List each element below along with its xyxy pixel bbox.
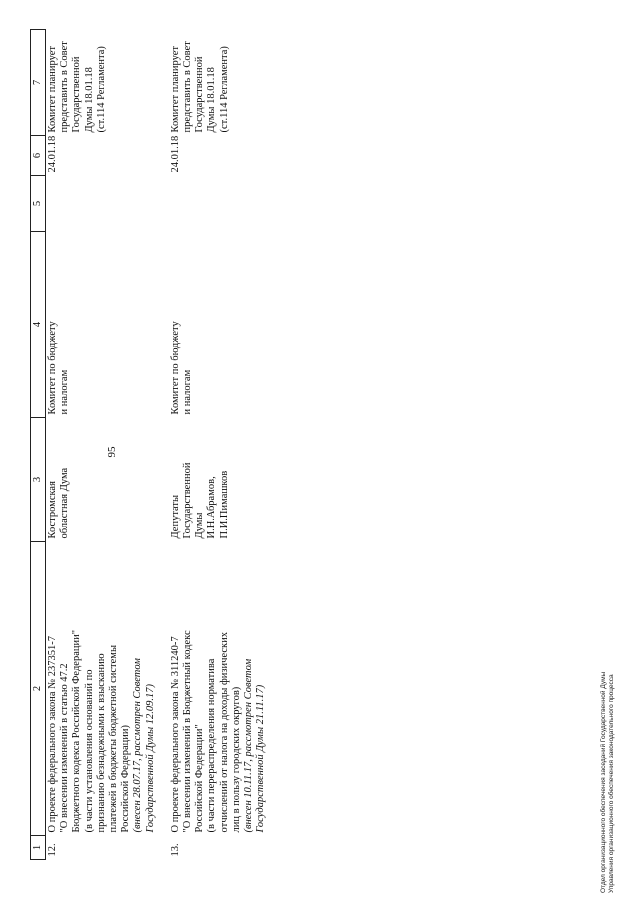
column-header: 7 [31, 30, 46, 136]
text-line: областная Дума [59, 467, 71, 539]
table-row [169, 30, 280, 860]
text-line: представить в Совет [59, 41, 71, 133]
text-line: (ст.114 Регламента) [218, 46, 230, 133]
text-line: Костромская [47, 481, 58, 539]
column-header: 6 [31, 136, 46, 176]
column-header: 1 [31, 836, 46, 860]
date-cell [46, 136, 169, 176]
text-line: (ст.114 Регламента) [95, 46, 107, 133]
row-number: 12. [47, 843, 58, 857]
text-line: П.И.Пимашков [218, 470, 230, 539]
empty-cell [169, 176, 280, 232]
committee-cell [169, 232, 280, 418]
text-line: лиц в пользу городских округов) [230, 686, 242, 833]
table-row [46, 30, 169, 860]
table-header-row [31, 30, 46, 860]
footer [600, 672, 616, 893]
text-line: И.Н.Абрамов, [206, 476, 218, 539]
initiator-cell [169, 418, 280, 542]
date-value: 24.01.18 [169, 135, 181, 173]
initiator-cell [46, 418, 169, 542]
bill-title-cell [169, 542, 280, 836]
bill-title-cell [46, 542, 169, 836]
column-header: 2 [31, 542, 46, 836]
text-line: Государственной [71, 56, 83, 133]
text-line: Комитет по бюджету [169, 321, 181, 415]
column-header: 4 [31, 232, 46, 418]
footer-line: Управления организационного обеспечения законодательного процесса [608, 674, 615, 893]
text-line: Думы 18.01.18 [206, 67, 218, 133]
text-line: "О внесении изменений в Бюджетный кодекс [182, 630, 194, 833]
text-line: Государственной Думы 21.11.17) [255, 684, 267, 833]
row-number-cell [46, 836, 169, 860]
text-line: Комитет планирует [169, 46, 181, 133]
text-line: Российской Федерации" [194, 724, 206, 833]
row-number: 13. [169, 843, 181, 857]
text-line: О проекте федерального закона № 311240-7 [169, 636, 181, 833]
plan-cell [46, 30, 169, 136]
legislation-table [30, 29, 279, 860]
text-line: отчислений от налога на доходы физических [218, 632, 230, 833]
text-line: (в части перераспределения норматива [206, 658, 218, 833]
text-line: представить в Совет [182, 41, 194, 133]
column-header: 5 [31, 176, 46, 232]
text-line: Думы [194, 512, 206, 539]
empty-cell [46, 176, 169, 232]
text-line: платежей в бюджеты бюджетной системы [108, 644, 120, 833]
text-line: Думы 18.01.18 [83, 67, 95, 133]
text-line: Государственной Думы 12.09.17) [144, 684, 156, 833]
text-line: "О внесении изменений в статью 47.2 [59, 663, 71, 833]
text-line: и налогам [59, 369, 71, 415]
text-line: Депутаты [169, 494, 181, 539]
rotated-page-content [30, 30, 630, 860]
text-line: и налогам [182, 369, 194, 415]
footer-line: Отдел организационного обеспечения заседаний Государственной Думы [600, 671, 607, 893]
text-line: Комитет планирует [47, 46, 58, 133]
row-number-cell [169, 836, 280, 860]
text-line: Комитет по бюджету [47, 321, 58, 415]
text-line: Бюджетного кодекса Российской Федерации" [71, 629, 83, 833]
text-line: (внесен 10.11.17, рассмотрен Советом [243, 658, 255, 833]
text-line: (в части установления оснований по [83, 669, 95, 833]
text-line: О проекте федерального закона № 237351-7 [47, 635, 58, 833]
plan-cell [169, 30, 280, 136]
column-header: 3 [31, 418, 46, 542]
text-line: Государственной [182, 462, 194, 539]
date-cell [169, 136, 280, 176]
text-line: Российской Федерации) [120, 725, 132, 833]
text-line: Государственной [194, 56, 206, 133]
text-line: (внесен 28.07.17, рассмотрен Советом [132, 658, 144, 833]
text-line: признанию безнадежными к взысканию [95, 653, 107, 833]
page-number: 95 [106, 446, 118, 458]
committee-cell [46, 232, 169, 418]
date-value: 24.01.18 [47, 135, 58, 173]
